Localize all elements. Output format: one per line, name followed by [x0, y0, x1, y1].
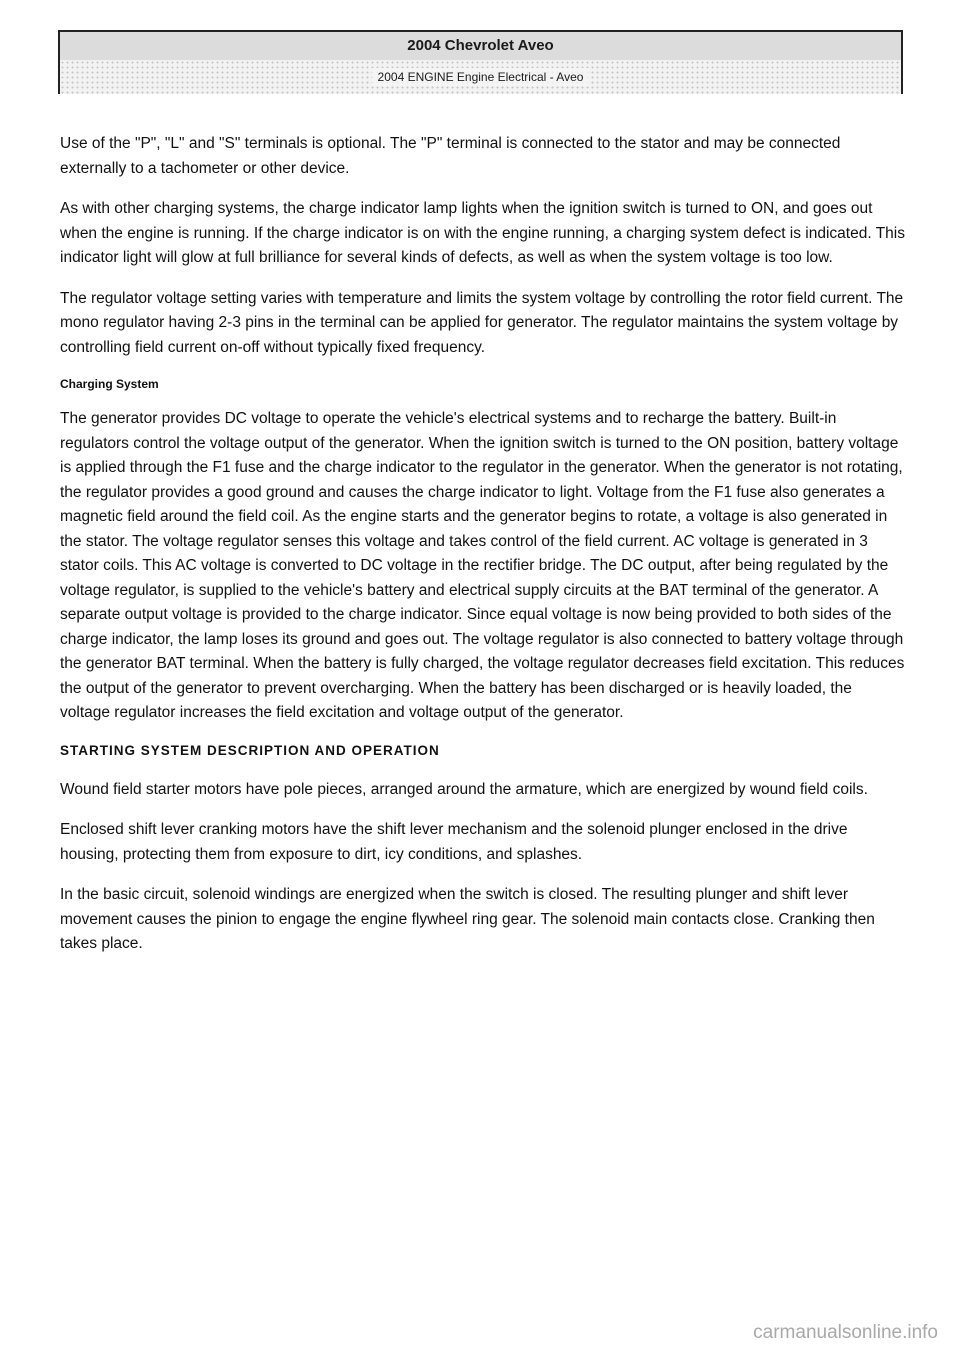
paragraph-charge-indicator: As with other charging systems, the charge indicator lamp lights when the ignition switch is turned to ON, and goes out when the engine is running. If the charge indicator is on with the engine running, a charging system defect is indicated. This indicator light will glow at full brilliance for several kinds of defects, as well as when the system voltage is too low.: [60, 200, 905, 266]
paragraph-shift-lever: Enclosed shift lever cranking motors have the shift lever mechanism and the solenoid plunger enclosed in the drive housing, protecting them from exposure to dirt, icy conditions, and splashes.: [60, 821, 848, 863]
paragraph-terminals: Use of the "P", "L" and "S" terminals is optional. The "P" terminal is connected to the stator and may be connected externally to a tachometer or other device.: [60, 135, 841, 177]
document-subtitle: 2004 ENGINE Engine Electrical - Aveo: [372, 68, 590, 86]
site-watermark: carmanualsonline.info: [753, 1322, 938, 1343]
page-header: [58, 30, 903, 94]
heading-charging-system: Charging System: [60, 377, 159, 391]
paragraph-generator: The generator provides DC voltage to operate the vehicle's electrical systems and to recharge the battery. Built-in regulators control the voltage output of the generator. When the ignition switch is turned to the ON position, battery voltage is applied through the F1 fuse and the charge indicator to the regulator in the generator. When the generator is not rotating, the regulator provides a good ground and causes the charge indicator to light. Voltage from the F1 fuse also generates a magnetic field around the field coil. As the engine starts and the generator begins to rotate, a voltage is also generated in the stator. The voltage regulator senses this voltage and takes control of the field current. AC voltage is generated in 3 stator coils. This AC voltage is converted to DC voltage in the rectifier bridge. The DC output, after being regulated by the voltage regulator, is supplied to the vehicle's battery and electrical supply circuits at the BAT terminal of the generator. A separate output voltage is provided to the charge indicator. Since equal voltage is now being provided to both sides of the charge indicator, the lamp loses its ground and goes out. The voltage regulator is also connected to battery voltage through the generator BAT terminal. When the battery is fully charged, the voltage regulator decreases field excitation. This reduces the output of the generator to prevent overcharging. When the battery has been discharged or is heavily loaded, the voltage regulator increases the field excitation and voltage output of the generator.: [60, 410, 905, 721]
document-body: [60, 132, 905, 973]
paragraph-regulator: The regulator voltage setting varies with temperature and limits the system voltage by controlling the rotor field current. The mono regulator having 2-3 pins in the terminal can be applied for generator. The regulator maintains the system voltage by controlling field current on-off without typically fixed frequency.: [60, 289, 904, 356]
paragraph-basic-circuit: In the basic circuit, solenoid windings are energized when the switch is closed. The resulting plunger and shift lever movement causes the pinion to engage the engine flywheel ring gear. The solenoid main contacts close. Cranking then takes place.: [60, 886, 875, 952]
heading-starting-system: STARTING SYSTEM DESCRIPTION AND OPERATION: [60, 742, 440, 758]
document-title: 2004 Chevrolet Aveo: [407, 37, 554, 54]
paragraph-wound-field: Wound field starter motors have pole pieces, arranged around the armature, which are energized by wound field coils.: [60, 780, 868, 798]
header-subtitle-bar: [58, 60, 903, 94]
header-title-bar: [58, 32, 903, 60]
